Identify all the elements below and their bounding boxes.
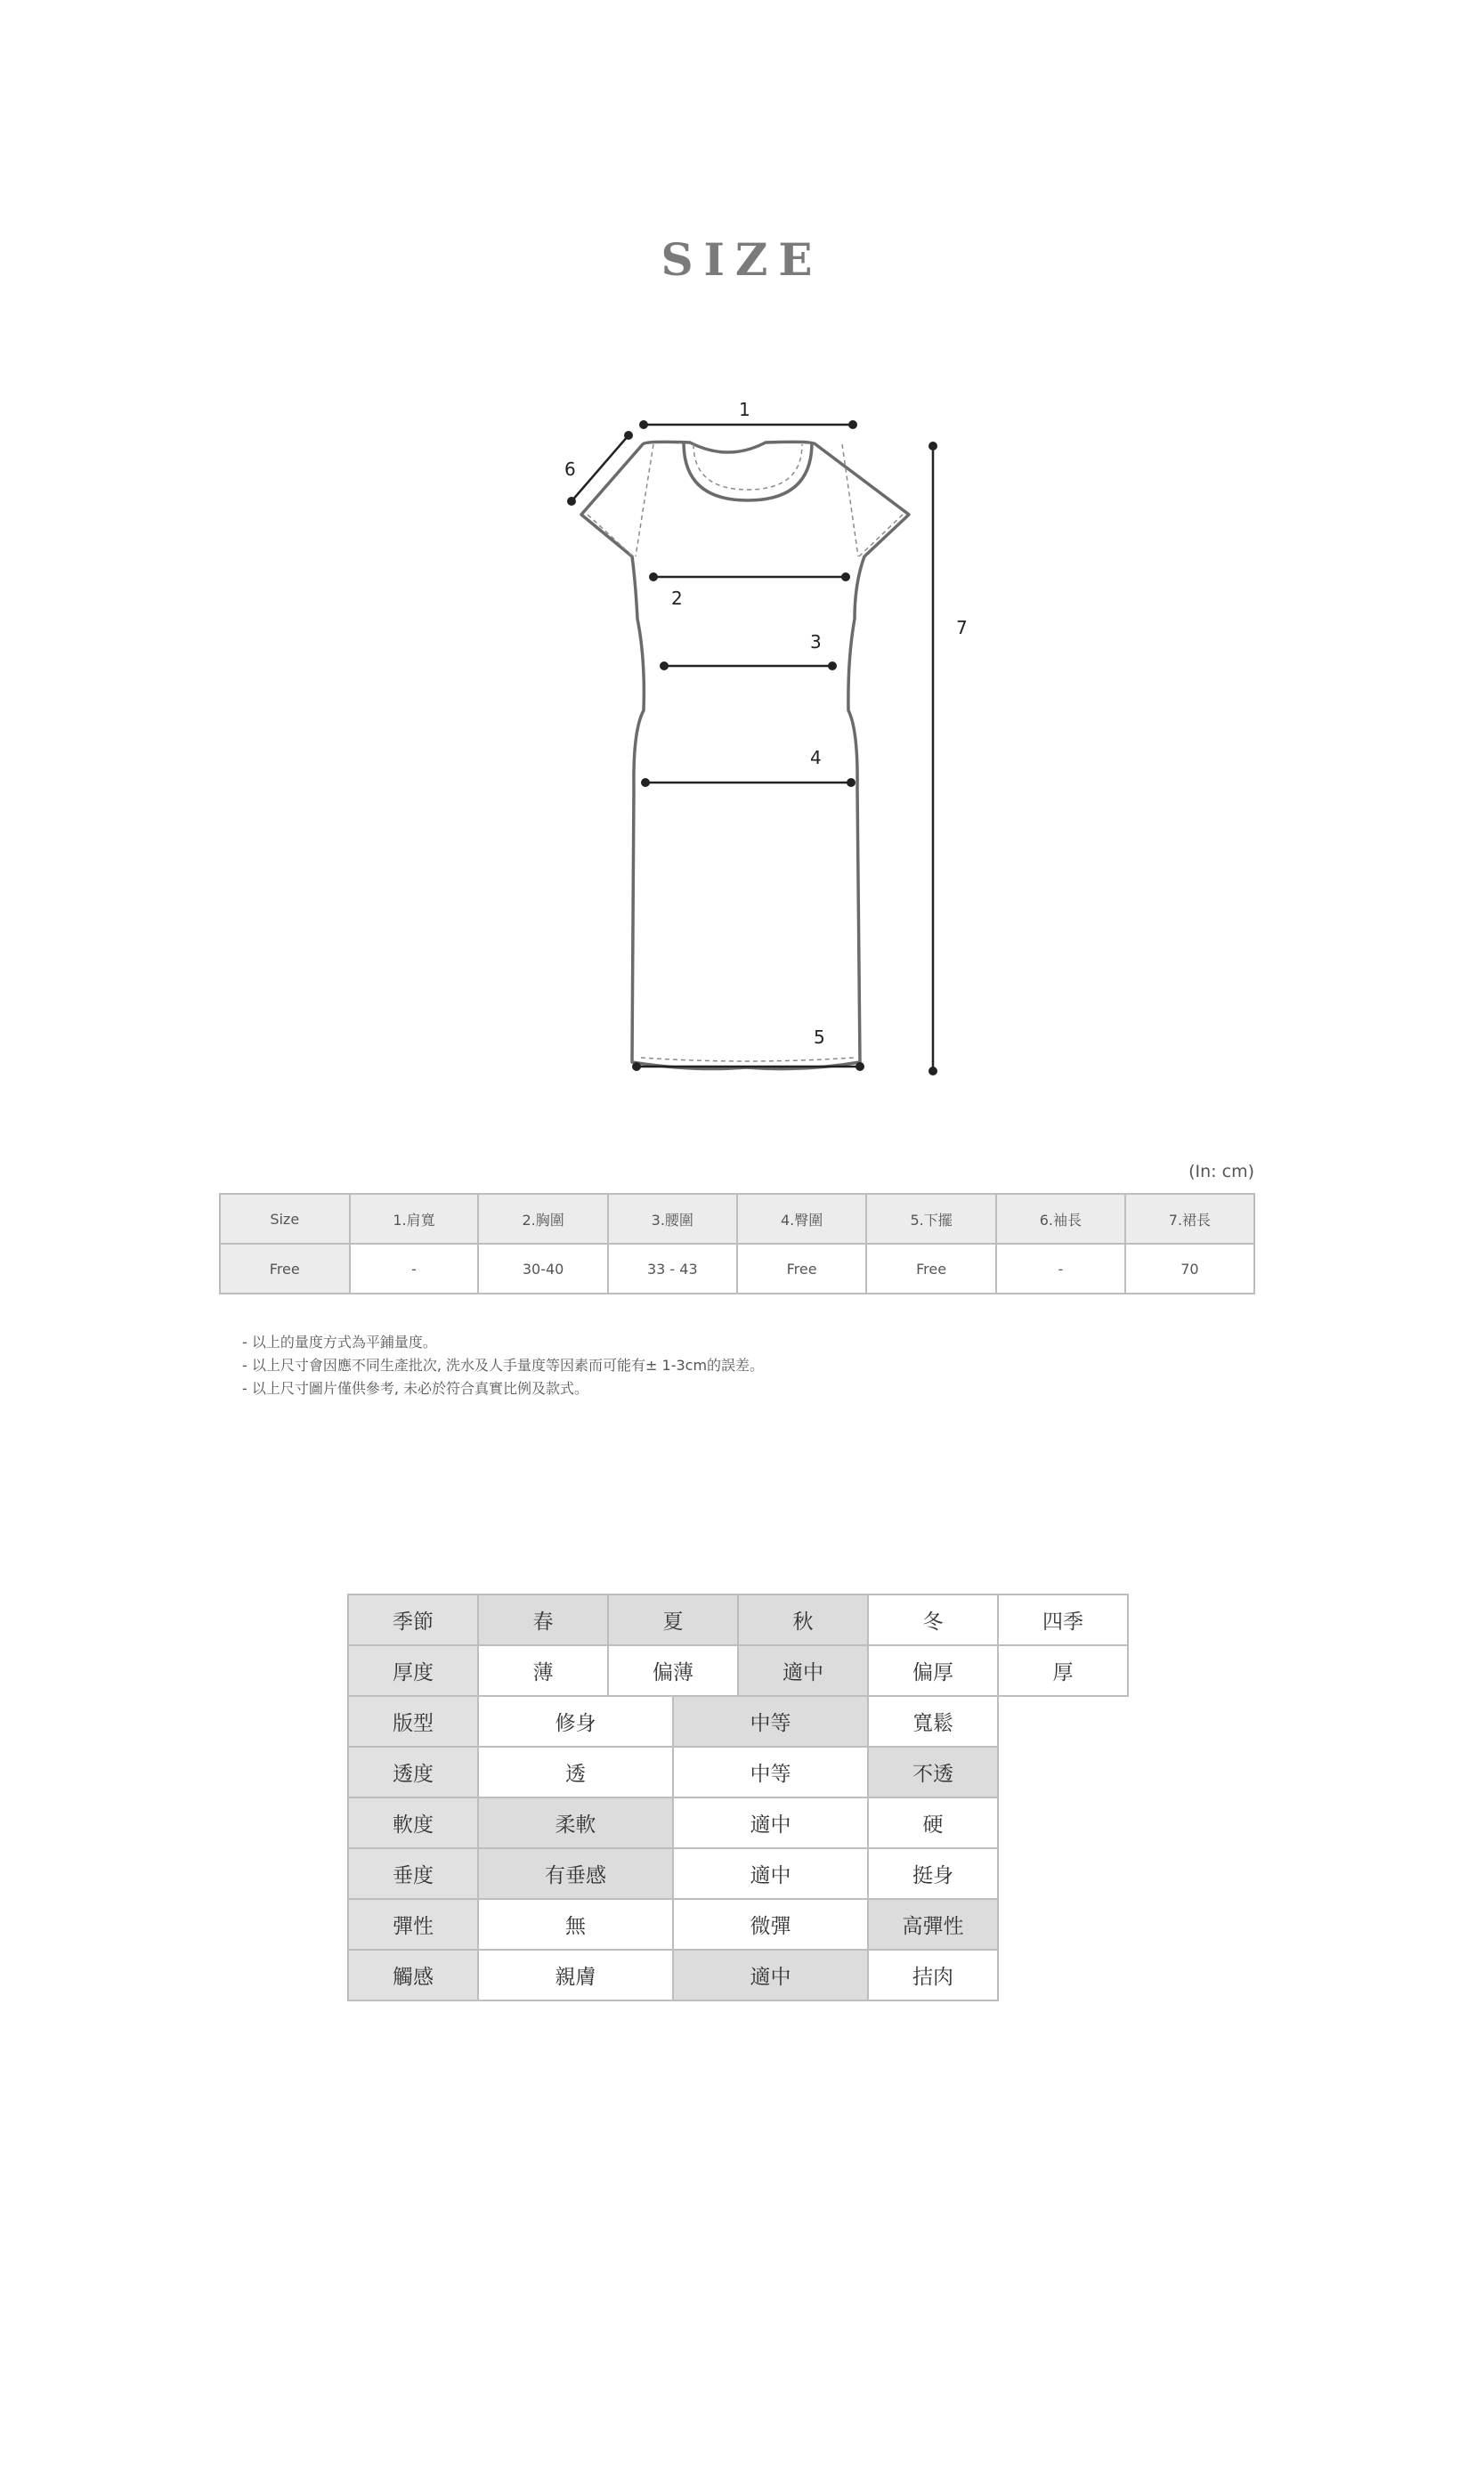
fabric-option-cell: 適中: [673, 1848, 868, 1899]
dress-diagram: [499, 374, 997, 1086]
size-header-cell: 4.臀圍: [737, 1194, 867, 1244]
fabric-option-cell: 挺身: [868, 1848, 998, 1899]
fabric-table: [347, 1594, 1129, 2001]
fabric-option-cell: 秋: [738, 1594, 868, 1645]
fabric-option-cell: 適中: [673, 1950, 868, 2000]
fabric-row: [348, 1899, 1128, 1950]
size-table: [219, 1193, 1255, 1294]
fabric-option-cell: 修身: [478, 1696, 673, 1747]
fabric-row: [348, 1594, 1128, 1645]
fabric-option-cell: 親膚: [478, 1950, 673, 2000]
fabric-option-cell: 無: [478, 1899, 673, 1950]
size-header-cell: 6.袖長: [996, 1194, 1125, 1244]
fabric-option-cell: 薄: [478, 1645, 608, 1696]
page-title: SIZE: [661, 233, 823, 286]
note-line: - 以上的量度方式為平鋪量度。: [242, 1334, 437, 1351]
dress-outline: [581, 442, 909, 1068]
label-5: 5: [814, 1026, 825, 1048]
fabric-row-header: 觸感: [348, 1950, 478, 2000]
size-header-cell: 3.腰圍: [608, 1194, 737, 1244]
fabric-option-cell: 柔軟: [478, 1797, 673, 1848]
fabric-row: [348, 1747, 1128, 1797]
size-header-cell: 1.肩寬: [350, 1194, 479, 1244]
size-header-cell: 2.胸圍: [478, 1194, 607, 1244]
size-header-cell: Size: [220, 1194, 350, 1244]
unit-label: (In: cm): [1188, 1162, 1254, 1181]
fabric-row: [348, 1645, 1128, 1696]
label-4: 4: [810, 747, 822, 768]
fabric-row: [348, 1797, 1128, 1848]
size-cell: -: [350, 1244, 479, 1294]
fabric-option-cell: 不透: [868, 1747, 998, 1797]
note-line: - 以上尺寸會因應不同生產批次, 洗水及人手量度等因素而可能有± 1-3cm的誤差。: [242, 1357, 765, 1374]
fabric-option-cell: 中等: [673, 1696, 868, 1747]
fabric-option-cell: 中等: [673, 1747, 868, 1797]
size-cell: Free: [220, 1244, 350, 1294]
fabric-option-cell: 寬鬆: [868, 1696, 998, 1747]
fabric-option-cell: 厚: [998, 1645, 1128, 1696]
fabric-option-cell: 冬: [868, 1594, 998, 1645]
size-cell: -: [996, 1244, 1125, 1294]
fabric-option-cell: 四季: [998, 1594, 1128, 1645]
label-6: 6: [564, 458, 576, 480]
fabric-row-header: 垂度: [348, 1848, 478, 1899]
fabric-row-header: 彈性: [348, 1899, 478, 1950]
fabric-row: [348, 1696, 1128, 1747]
fabric-option-cell: 適中: [673, 1797, 868, 1848]
size-cell: 33 - 43: [608, 1244, 737, 1294]
size-cell: Free: [866, 1244, 996, 1294]
fabric-row-header: 透度: [348, 1747, 478, 1797]
fabric-row-header: 厚度: [348, 1645, 478, 1696]
size-header-cell: 7.裙長: [1125, 1194, 1254, 1244]
fabric-option-cell: 透: [478, 1747, 673, 1797]
fabric-option-cell: 夏: [608, 1594, 738, 1645]
fabric-option-cell: 高彈性: [868, 1899, 998, 1950]
fabric-option-cell: 偏薄: [608, 1645, 738, 1696]
fabric-option-cell: 春: [478, 1594, 608, 1645]
size-cell: 30-40: [478, 1244, 607, 1294]
fabric-row-header: 軟度: [348, 1797, 478, 1848]
fabric-option-cell: 有垂感: [478, 1848, 673, 1899]
size-cell: Free: [737, 1244, 867, 1294]
fabric-row-header: 季節: [348, 1594, 478, 1645]
label-1: 1: [739, 399, 750, 420]
fabric-option-cell: 偏厚: [868, 1645, 998, 1696]
notes: [242, 1331, 764, 1400]
fabric-row: [348, 1950, 1128, 2000]
label-2: 2: [671, 588, 683, 609]
fabric-option-cell: 微彈: [673, 1899, 868, 1950]
fabric-option-cell: 硬: [868, 1797, 998, 1848]
note-line: - 以上尺寸圖片僅供參考, 未必於符合真實比例及款式。: [242, 1380, 589, 1397]
size-row: [220, 1244, 1254, 1294]
fabric-row: [348, 1848, 1128, 1899]
fabric-option-cell: 拮肉: [868, 1950, 998, 2000]
fabric-option-cell: 適中: [738, 1645, 868, 1696]
label-7: 7: [956, 617, 968, 638]
size-cell: 70: [1125, 1244, 1254, 1294]
label-3: 3: [810, 631, 822, 653]
size-header-cell: 5.下擺: [866, 1194, 996, 1244]
fabric-row-header: 版型: [348, 1696, 478, 1747]
size-header-row: [220, 1194, 1254, 1244]
